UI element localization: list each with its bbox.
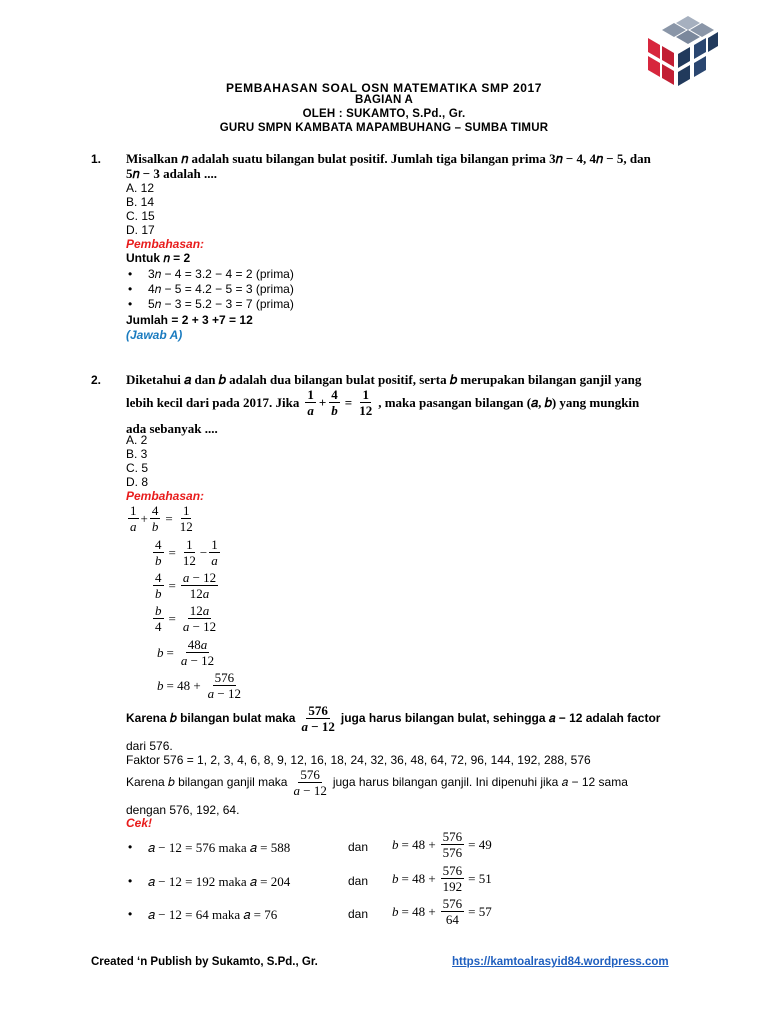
question-1-number: 1. [91,152,102,166]
derivation-step-3: $\frac{4}{b}$ = $\frac{a - 12}{12a}$ [155,570,217,601]
question-2-option-d: D. 8 [126,475,149,489]
check-label: Cek! [126,816,153,830]
question-2-text-line2: lebih kecil dari pada 2017. Jika $\frac{1}{a}$ + $\frac{4}{b}$ = $\frac{1}{12}$ , maka pasangan bilangan (𝑎, 𝑏) yang mungkin [126,387,640,418]
derivation-step-6: b = 48 + $\frac{576}{a - 12}$ [157,670,242,701]
derivation-step-5: b = $\frac{48a}{a - 12}$ [157,637,215,668]
question-1-discussion-label: Pembahasan: [126,237,205,251]
derivation-step-1: $\frac{1}{a}$ + $\frac{4}{b}$ = $\frac{1}{12}$ [130,503,193,534]
derivation-step-2: $\frac{4}{b}$ = $\frac{1}{12}$ − $\frac{1}{a}$ [155,537,218,568]
derivation-step-4: $\frac{b}{4}$ = $\frac{12a}{a - 12}$ [155,603,217,634]
reasoning-integer: Karena 𝑏 bilangan bulat maka $\frac{576}{a - 12}$ juga harus bilangan bulat, sehingga 𝑎 − 12 adalah factor [126,703,661,734]
check-row: • 𝑎 − 12 = 192 maka 𝑎 = 204 dan b = 48 + $\frac{576}{192}$ = 51 [128,863,492,894]
question-1-text-line1: Misalkan 𝑛 adalah suatu bilangan bulat positif. Jumlah tiga bilangan prima 3𝑛 − 4, 4𝑛 − 5, dan [126,151,651,166]
question-1-option-d: D. 17 [126,223,155,237]
document-part: BAGIAN A [354,94,414,106]
check-row: • 𝑎 − 12 = 64 maka 𝑎 = 76 dan b = 48 + $\frac{576}{64}$ = 57 [128,896,492,927]
footer-credit: Created ‘n Publish by Sukamto, S.Pd., Gr. [91,956,318,968]
check-row: • 𝑎 − 12 = 576 maka 𝑎 = 588 dan b = 48 + $\frac{576}{576}$ = 49 [128,829,492,860]
footer-website-link[interactable]: https://kamtoalrasyid84.wordpress.com [452,956,669,968]
question-1-for-n: Untuk 𝑛 = 2 [126,251,191,265]
question-1-option-b: B. 14 [126,195,155,209]
question-2-discussion-label: Pembahasan: [126,489,205,503]
question-1-bullet: • 3𝑛 − 4 = 3.2 − 4 = 2 (prima) [128,267,294,281]
factors-576: Faktor 576 = 1, 2, 3, 4, 6, 8, 9, 12, 16, 18, 24, 32, 36, 48, 64, 72, 96, 144, 192, 288, 576 [126,753,591,767]
question-1-bullet: • 5𝑛 − 3 = 5.2 − 3 = 7 (prima) [128,297,294,311]
reasoning-odd-line2: dengan 576, 192, 64. [126,803,240,817]
question-1-option-c: C. 15 [126,209,155,223]
question-2-text-line1: Diketahui 𝑎 dan 𝑏 adalah dua bilangan bulat positif, serta 𝑏 merupakan bilangan ganjil yang [126,372,642,387]
reasoning-odd: Karena 𝑏 bilangan ganjil maka $\frac{576}{a - 12}$ juga harus bilangan ganjil. Ini dipenuhi jika 𝑎 − 12 sama [126,767,628,798]
question-1-bullet: • 4𝑛 − 5 = 4.2 − 5 = 3 (prima) [128,282,294,296]
question-2-text-line3: ada sebanyak .... [126,421,218,436]
document-school: GURU SMPN KAMBATA MAPAMBUHANG – SUMBA TIMUR [219,122,549,134]
question-1-answer: (Jawab A) [126,328,183,342]
question-1-option-a: A. 12 [126,181,155,195]
question-2-option-a: A. 2 [126,433,148,447]
document-title: PEMBAHASAN SOAL OSN MATEMATIKA SMP 2017 [225,81,543,95]
question-2-option-c: C. 5 [126,461,149,475]
logo-cube-icon [644,14,722,90]
document-author: OLEH : SUKAMTO, S.Pd., Gr. [302,108,466,120]
question-2-number: 2. [91,373,102,387]
question-1-text-line2: 5𝑛 − 3 adalah .... [126,166,217,181]
reasoning-integer-line2: dari 576. [126,739,173,753]
question-1-sum: Jumlah = 2 + 3 +7 = 12 [126,313,253,327]
question-2-option-b: B. 3 [126,447,148,461]
